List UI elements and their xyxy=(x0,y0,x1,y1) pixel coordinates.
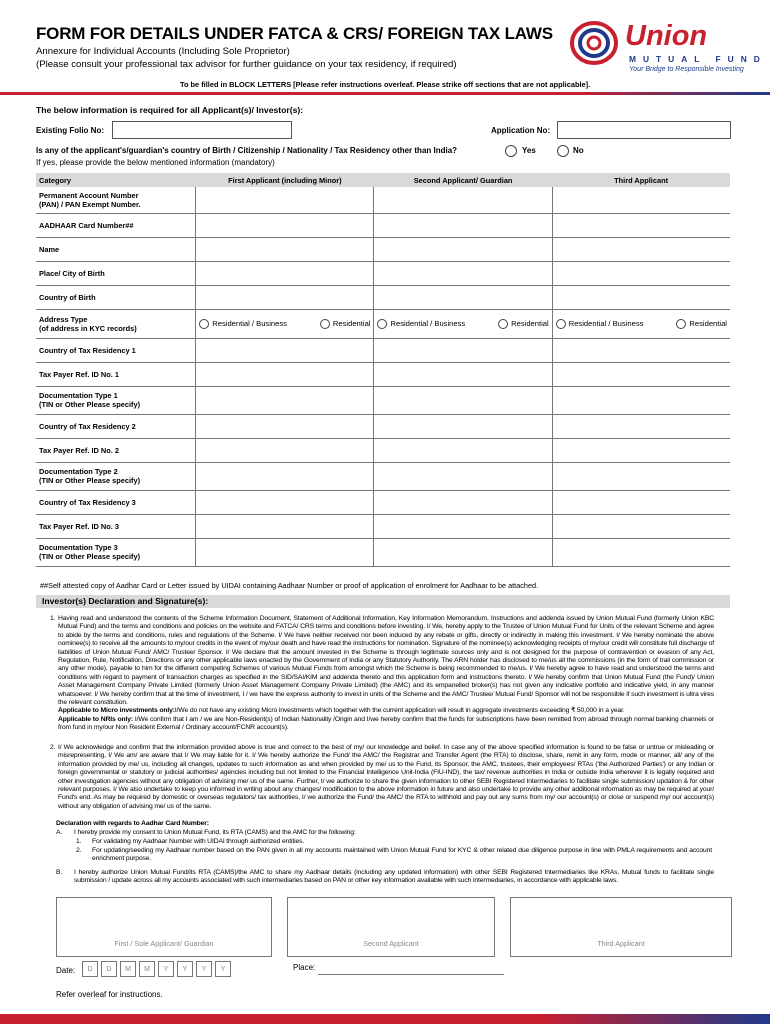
foreign-question: Is any of the applicant's/guardian's country of Birth / Citizenship / Nationality / Tax Residency other than India? xyxy=(36,146,458,155)
applicant-1-cell[interactable] xyxy=(196,309,374,338)
applicant-3-cell[interactable] xyxy=(552,261,730,285)
applicant-2-cell[interactable] xyxy=(374,261,552,285)
yes-label: Yes xyxy=(522,146,536,155)
third-signature-label: Third Applicant xyxy=(597,939,645,948)
row-label: AADHAAR Card Number## xyxy=(36,213,196,237)
applicant-3-cell[interactable] xyxy=(552,514,730,538)
applicant-1-cell[interactable] xyxy=(196,462,374,490)
application-input[interactable] xyxy=(557,121,731,139)
date-box[interactable]: M xyxy=(139,961,155,977)
applicant-1-cell[interactable] xyxy=(196,338,374,362)
table-row xyxy=(36,514,730,538)
residential-radio[interactable] xyxy=(498,319,508,329)
row-label: Country of Tax Residency 2 xyxy=(36,414,196,438)
row-label: Country of Tax Residency 1 xyxy=(36,338,196,362)
applicant-1-cell[interactable] xyxy=(196,538,374,566)
applicant-3-cell[interactable] xyxy=(552,187,730,213)
brand-name: Union xyxy=(625,20,708,52)
col-category: Category xyxy=(36,173,196,187)
table-row xyxy=(36,338,730,362)
if-yes-note: If yes, please provide the below mentioned information (mandatory) xyxy=(36,158,275,167)
applicant-2-cell[interactable] xyxy=(374,462,552,490)
table-row xyxy=(36,213,730,237)
date-box[interactable]: M xyxy=(120,961,136,977)
row-label: Country of Birth xyxy=(36,285,196,309)
item-letter: A. xyxy=(56,829,63,836)
applicant-2-cell[interactable] xyxy=(374,414,552,438)
applicant-3-cell[interactable] xyxy=(552,237,730,261)
second-signature-label: Second Applicant xyxy=(363,939,419,948)
residential-business-radio[interactable] xyxy=(199,319,209,329)
table-row xyxy=(36,362,730,386)
date-box[interactable]: D xyxy=(82,961,98,977)
residential-radio[interactable] xyxy=(676,319,686,329)
item-number: 2. xyxy=(76,847,82,854)
first-signature-label: First / Sole Applicant/ Guardian xyxy=(114,939,214,948)
no-label: No xyxy=(573,146,584,155)
applicant-1-cell[interactable] xyxy=(196,490,374,514)
date-box[interactable]: Y xyxy=(196,961,212,977)
form-subtitle: Annexure for Individual Accounts (Including Sole Proprietor) xyxy=(36,46,290,57)
applicant-3-cell[interactable] xyxy=(552,490,730,514)
consent-item-2: For updating/seeding my Aadhaar number based on the PAN given in all my accounts maintained with Union Mutual Fund for KYC & other related due diligence purpose in line with PMLA requirements and account enrichment purpose. xyxy=(92,847,712,863)
address-type-options: Residential / Business Residential xyxy=(199,319,370,329)
row-label: Country of Tax Residency 3 xyxy=(36,490,196,514)
residential-business-radio[interactable] xyxy=(556,319,566,329)
yes-radio[interactable] xyxy=(505,145,517,157)
item-number: 2. xyxy=(50,744,56,751)
applicant-3-cell[interactable] xyxy=(552,309,730,338)
applicant-1-cell[interactable] xyxy=(196,261,374,285)
row-label: Tax Payer Ref. ID No. 3 xyxy=(36,514,196,538)
aadhar-consent: I hereby provide my consent to Union Mutual Fund, its RTA (CAMS) and the AMC for the following: xyxy=(74,829,356,836)
declaration-header: Investor(s) Declaration and Signature(s): xyxy=(36,595,730,608)
header-divider xyxy=(0,92,770,95)
applicant-3-cell[interactable] xyxy=(552,338,730,362)
applicant-3-cell[interactable] xyxy=(552,538,730,566)
third-signature-box[interactable] xyxy=(510,897,732,957)
row-label: Documentation Type 1 (TIN or Other Please specify) xyxy=(36,386,196,414)
date-label: Date: xyxy=(56,966,76,975)
form-advice: (Please consult your professional tax advisor for further guidance on your tax residency, if required) xyxy=(36,59,457,70)
aadhar-authorization: I hereby authorize Union Mutual Fund/its RTA (CAMS)/the AMC to share my Aadhaar details (including any updated information) with other SEBI Registered Intermediaries like KRAs, Mutual funds to facilitate single submission / update across all my accounts associated with such intermediaries based on PAN or other key information available with such intermediaries, in accordance with applicable laws. xyxy=(74,869,714,885)
applicant-2-cell[interactable] xyxy=(374,438,552,462)
table-row xyxy=(36,490,730,514)
folio-label: Existing Folio No: xyxy=(36,126,104,135)
row-label: Tax Payer Ref. ID No. 1 xyxy=(36,362,196,386)
aadhar-footnote: ##Self attested copy of Aadhar Card or Letter issued by UIDAI containing Aadhaar Number or proof of application of enrolment for Aadhaar to be attached. xyxy=(40,581,539,590)
col-third: Third Applicant xyxy=(552,173,730,187)
date-input[interactable] xyxy=(82,961,234,977)
applicant-2-cell[interactable] xyxy=(374,490,552,514)
row-label: Name xyxy=(36,237,196,261)
applicant-2-cell[interactable] xyxy=(374,285,552,309)
applicant-2-cell[interactable] xyxy=(374,362,552,386)
brand-tagline: Your Bridge to Responsible Investing xyxy=(629,66,744,73)
form-title: FORM FOR DETAILS UNDER FATCA & CRS/ FOREIGN TAX LAWS xyxy=(36,24,553,43)
table-row xyxy=(36,438,730,462)
footer-bar xyxy=(0,1014,770,1024)
table-row xyxy=(36,309,730,338)
address-type-options: Residential / Business Residential xyxy=(377,319,548,329)
col-second: Second Applicant/ Guardian xyxy=(374,173,552,187)
applicant-3-cell[interactable] xyxy=(552,213,730,237)
col-first: First Applicant (including Minor) xyxy=(196,173,374,187)
applicant-2-cell[interactable] xyxy=(374,338,552,362)
date-box[interactable]: Y xyxy=(215,961,231,977)
applicant-1-cell[interactable] xyxy=(196,362,374,386)
table-row xyxy=(36,462,730,490)
applicant-3-cell[interactable] xyxy=(552,462,730,490)
place-label: Place: xyxy=(293,963,316,972)
fatca-table xyxy=(36,173,730,567)
application-label: Application No: xyxy=(491,126,551,135)
applicant-2-cell[interactable] xyxy=(374,309,552,338)
block-letters-note: To be filled in BLOCK LETTERS [Please refer instructions overleaf. Please strike off sections that are not applicable]. xyxy=(180,80,591,89)
row-label: Address Type (of address in KYC records) xyxy=(36,309,196,338)
first-signature-box[interactable] xyxy=(56,897,272,957)
applicant-1-cell[interactable] xyxy=(196,187,374,213)
place-input[interactable] xyxy=(318,974,504,975)
footer-note: Refer overleaf for instructions. xyxy=(56,990,163,999)
row-label: Documentation Type 2 (TIN or Other Please specify) xyxy=(36,462,196,490)
table-row xyxy=(36,187,730,213)
brand-sub: MUTUAL FUND xyxy=(629,54,767,64)
date-box[interactable]: Y xyxy=(177,961,193,977)
applicant-2-cell[interactable] xyxy=(374,237,552,261)
applicant-2-cell[interactable] xyxy=(374,386,552,414)
date-box[interactable]: Y xyxy=(158,961,174,977)
applicant-3-cell[interactable] xyxy=(552,438,730,462)
table-header xyxy=(36,173,730,187)
applicant-1-cell[interactable] xyxy=(196,386,374,414)
table-row xyxy=(36,237,730,261)
row-label: Permanent Account Number (PAN) / PAN Exempt Number. xyxy=(36,187,196,213)
residential-radio[interactable] xyxy=(320,319,330,329)
applicant-1-cell[interactable] xyxy=(196,414,374,438)
address-type-options: Residential / Business Residential xyxy=(556,319,727,329)
row-label: Documentation Type 3 (TIN or Other Please specify) xyxy=(36,538,196,566)
table-row xyxy=(36,414,730,438)
applicant-2-cell[interactable] xyxy=(374,538,552,566)
row-label: Place/ City of Birth xyxy=(36,261,196,285)
applicant-3-cell[interactable] xyxy=(552,414,730,438)
date-box[interactable]: D xyxy=(101,961,117,977)
applicant-2-cell[interactable] xyxy=(374,213,552,237)
applicant-2-cell[interactable] xyxy=(374,514,552,538)
table-row xyxy=(36,285,730,309)
applicant-1-cell[interactable] xyxy=(196,237,374,261)
declaration-para-1: Having read and understood the contents of the Scheme Information Document, Statement of Additional Information, Key Information Memorandum, Instructions and addenda issued by Union Mutual Fund (formerly Union KBC Mutual Fund) and the terms and conditions and policies on the website and FATCA/ CRS terms and conditions before investing. I/ We, hereby apply to the Trustee of Union Mutual Fund for Units of the relevant Scheme and agree to abide by the terms and conditions, rules and regulations of the Scheme. I/ We have neither received nor been induced by any rebate or gifts, directly or indirectly in making this investment. I/ We hereby nominate the above nominee(s) to receive all the amounts to my/our credits in the event of my/our death and have read the instructions for nomination. Signature of the nominee(s) acknowledging receipts of my/our credit will constitute full discharge of liabilities of Union Mutual Fund/ AMC/ Trustee/ Sponsor. I/ We declare that the amount invested in the Scheme is through legitimate sources only and is not designed for the purpose of contravention or evasion of any Act, Regulation, Rule, Notification, Directions or any other applicable laws enacted by the Government of India or any Statutory Authority. The ARN holder has disclosed to me/us all the commissions (in the form of trail commission or any other mode), payable to him for the different competing Schemes of various Mutual Funds from amongst which the Scheme is being recommended to me/us. I/ We hereby agree to have read and understood the terms and conditions with regard to payment of transaction charges as specified in the SID/SAI/KIM and addenda thereto and this application form and instructions thereto. I/ We hereby confirm that Union Mutual Fund (the Fund)/ Union Asset Management Company Private Limited (formerly Union Asset Management Company Private Limited) (the AMC) and its empanelled broker(s) has not given any indicative portfolio and indicative yield, in any manner whatsoever. I/ We hereby confirm that at the time of investment, I / we have the express authority to invest in units of the Scheme and the AMC/ Trustee/ Mutual Fund/ Sponsor will not be responsible if such investment is ultra vires the relevant constitution. Applicable to Micro investments only:I/We do not have any existing Micro investments which together with the current application will result in aggregate investments exceeding ₹ 50,000 in a year. Applicable to NRIs only: I/We confirm that I am / we are Non-Resident(s) of Indian Nationality /Origin and I/we hereby confirm that the funds for subscriptions have been remitted from abroad through normal banking channels or from fund in my/our Non Resident External / Ordinary account/FCNR account(s). xyxy=(58,615,714,732)
item-number: 1. xyxy=(76,838,82,845)
applicant-3-cell[interactable] xyxy=(552,285,730,309)
item-letter: B. xyxy=(56,869,63,876)
applicant-1-cell[interactable] xyxy=(196,285,374,309)
no-radio[interactable] xyxy=(557,145,569,157)
aadhar-declaration-header: Declaration with regards to Aadhar Card Number: xyxy=(56,820,209,827)
item-number: 1. xyxy=(50,615,56,622)
applicant-1-cell[interactable] xyxy=(196,514,374,538)
applicant-3-cell[interactable] xyxy=(552,362,730,386)
table-row xyxy=(36,538,730,566)
applicant-2-cell[interactable] xyxy=(374,187,552,213)
consent-item-1: For validating my Aadhaar Number with UIDAI through authorized entities. xyxy=(92,838,305,845)
second-signature-box[interactable] xyxy=(287,897,495,957)
folio-input[interactable] xyxy=(112,121,292,139)
residential-business-radio[interactable] xyxy=(377,319,387,329)
required-info: The below information is required for all Applicant(s)/ Investor(s): xyxy=(36,105,304,115)
applicant-1-cell[interactable] xyxy=(196,438,374,462)
applicant-3-cell[interactable] xyxy=(552,386,730,414)
table-row xyxy=(36,386,730,414)
declaration-para-2: I/ We acknowledge and confirm that the information provided above is true and correct to the best of my/ our knowledge and belief. In case any of the above specified information is found to be false or untrue or misleading or misrepresenting, I/ We am/ are aware that I/ We may liable for it. I/ We hereby authorize the Fund/ the AMC/ the Registrar and Transfer Agent (the RTA) to disclose, share, remit in any form, mode or manner, all/ any of the information provided by me/ us, including all changes, updates to such information as and when provided by me/ us to the Fund, its Sponsor, the AMC, trustees, their employees/ RTAs ('the Authorized Parties') or any Indian or foreign governmental or statutory or judicial authorities/ agencies including but not limited to the Financial Intelligence Unit-India (FIU-IND), the tax/ revenue authorities in India or outside India wherever it is legally required and other investigation agencies without any obligation of advising me/ us of the same. Further, I/ we authorize to share the given information to other SEBI Registered Intermediaries to facilitate single submission/ updation & for other relevant purposes. I/ We also undertake to keep you informed in writing about any changes/ modification to the above information in future and also undertake to provide any other additional information as may be required at your/ Fund's end. As may be required by domestic or overseas regulators/ tax authorities, I/ we authorize the Fund/ the AMC/ the RTA to withhold and pay out any sums from my/ our account(s) or close or suspend my/ our account(s) without any obligation of advising me/ us of the same. xyxy=(58,744,714,810)
applicant-1-cell[interactable] xyxy=(196,213,374,237)
union-logo-icon xyxy=(566,18,622,68)
row-label: Tax Payer Ref. ID No. 2 xyxy=(36,438,196,462)
table-row xyxy=(36,261,730,285)
